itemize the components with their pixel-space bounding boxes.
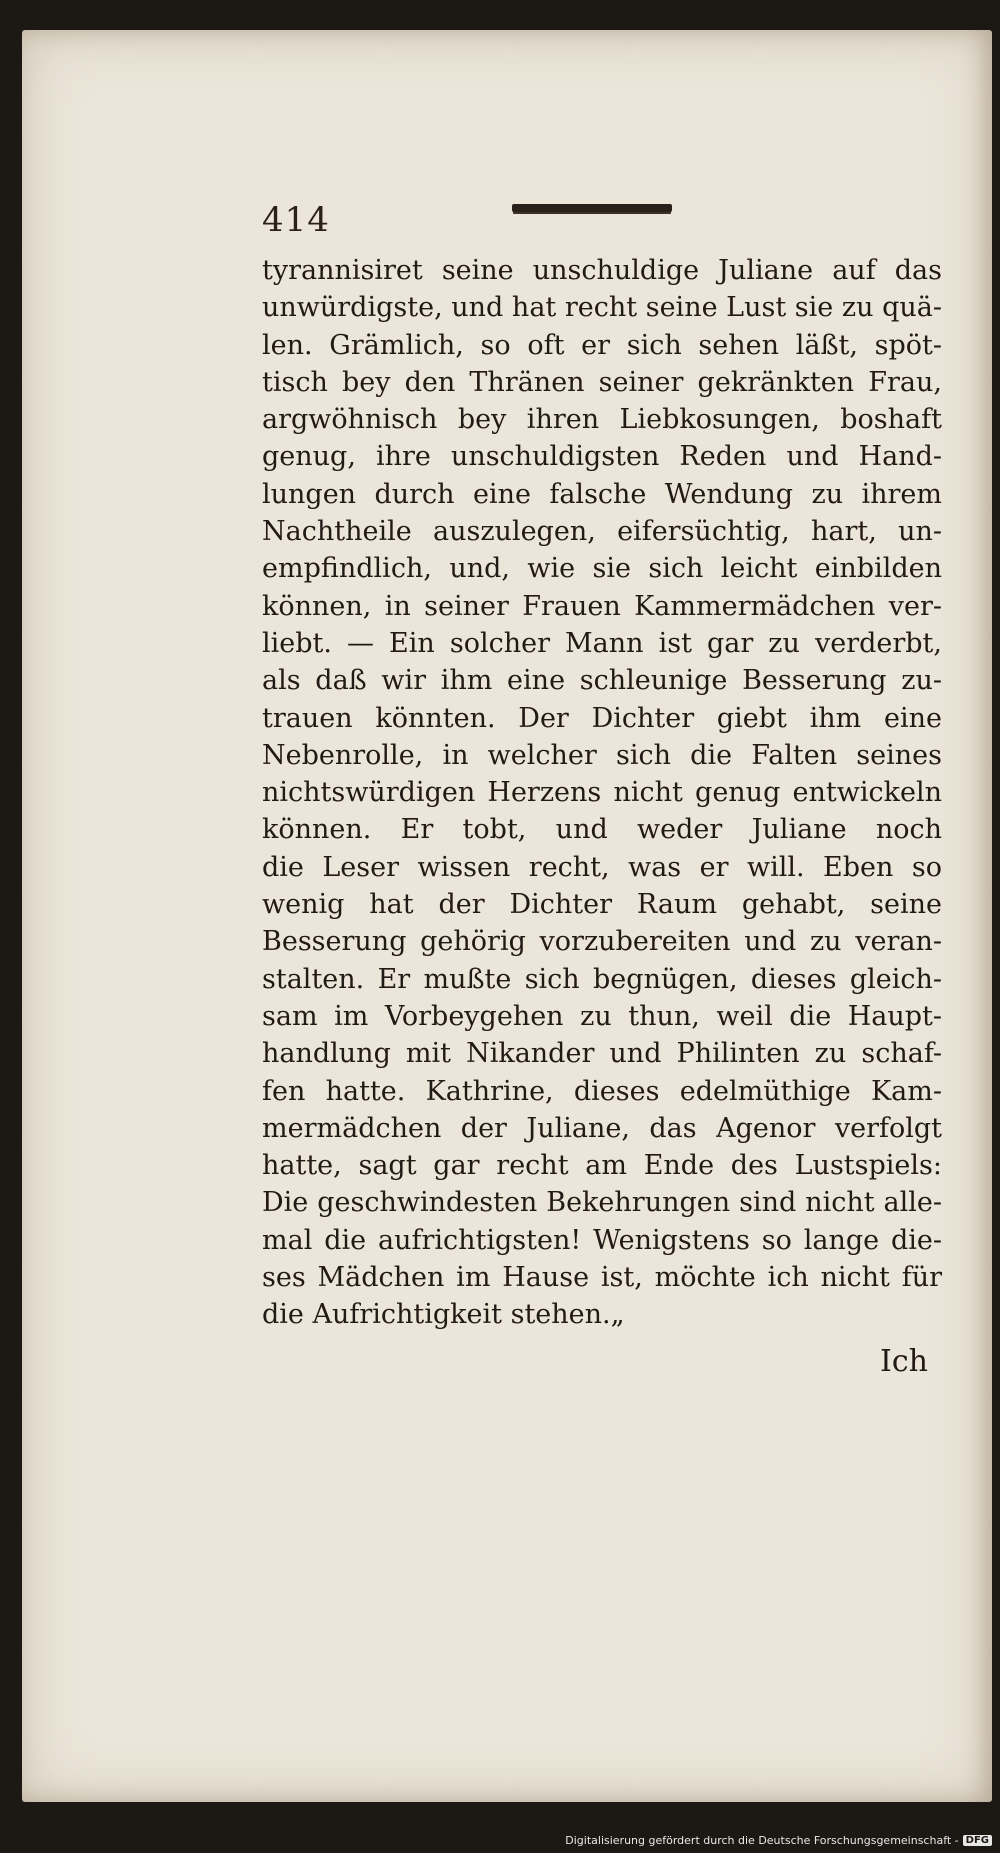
text-line: Nachtheile auszulegen, eifersüchtig, hart, un- [262, 516, 942, 548]
text-line: empfindlich, und, wie sie sich leicht einbilden [262, 553, 942, 585]
text-line: als daß wir ihm eine schleunige Besserung zu- [262, 665, 942, 697]
text-line: mermädchen der Juliane, das Agenor verfolgt [262, 1112, 942, 1144]
text-line: tyrannisiret seine unschuldige Juliane auf das [262, 255, 942, 286]
dfg-logo-icon: DFG [963, 1835, 992, 1846]
text-line: Besserung gehörig vorzubereiten und zu veran- [262, 926, 942, 958]
body-text [262, 252, 942, 1334]
text-line: sam im Vorbeygehen zu thun, weil die Haupt- [262, 1000, 942, 1032]
catchword: Ich [880, 1344, 928, 1379]
digitization-credit [565, 1834, 992, 1847]
text-line: handlung mit Nikander und Philinten zu schaf- [262, 1038, 942, 1070]
text-line: liebt. — Ein solcher Mann ist gar zu verderbt, [262, 627, 942, 659]
text-line: len. Grämlich, so oft er sich sehen läßt, spöt- [262, 329, 942, 361]
credit-text: Digitalisierung gefördert durch die Deutsche Forschungsgemeinschaft - [565, 1834, 959, 1847]
text-line: Die geschwindesten Bekehrungen sind nicht alle- [262, 1187, 942, 1219]
text-line: die Leser wissen recht, was er will. Eben so [262, 851, 942, 883]
text-line: nichtswürdigen Herzens nicht genug entwickeln [262, 777, 942, 809]
text-line: genug, ihre unschuldigsten Reden und Hand- [262, 441, 942, 473]
text-line: die Aufrichtigkeit stehen.„ [262, 1299, 625, 1331]
text-line: ses Mädchen im Hause ist, möchte ich nicht für [262, 1262, 942, 1294]
text-line: hatte, sagt gar recht am Ende des Lustspiels: [262, 1150, 942, 1182]
text-line: argwöhnisch bey ihren Liebkosungen, boshaft [262, 404, 942, 436]
page-number: 414 [262, 200, 330, 240]
text-line: wenig hat der Dichter Raum gehabt, seine [262, 889, 942, 921]
text-line: mal die aufrichtigsten! Wenigstens so lange die- [262, 1224, 942, 1256]
text-line: stalten. Er mußte sich begnügen, dieses gleich- [262, 963, 942, 995]
text-line: tisch bey den Thränen seiner gekränkten Frau, [262, 366, 942, 398]
text-line: unwürdigste, und hat recht seine Lust sie zu quä- [262, 292, 942, 324]
text-line: fen hatte. Kathrine, dieses edelmüthige Kam- [262, 1075, 942, 1107]
header-rule [512, 204, 672, 212]
text-line: Nebenrolle, in welcher sich die Falten seines [262, 739, 942, 771]
text-line: können. Er tobt, und weder Juliane noch [262, 814, 942, 846]
text-line: können, in seiner Frauen Kammermädchen ver- [262, 590, 942, 622]
text-line: trauen könnten. Der Dichter giebt ihm eine [262, 702, 942, 734]
text-line: lungen durch eine falsche Wendung zu ihrem [262, 478, 942, 510]
